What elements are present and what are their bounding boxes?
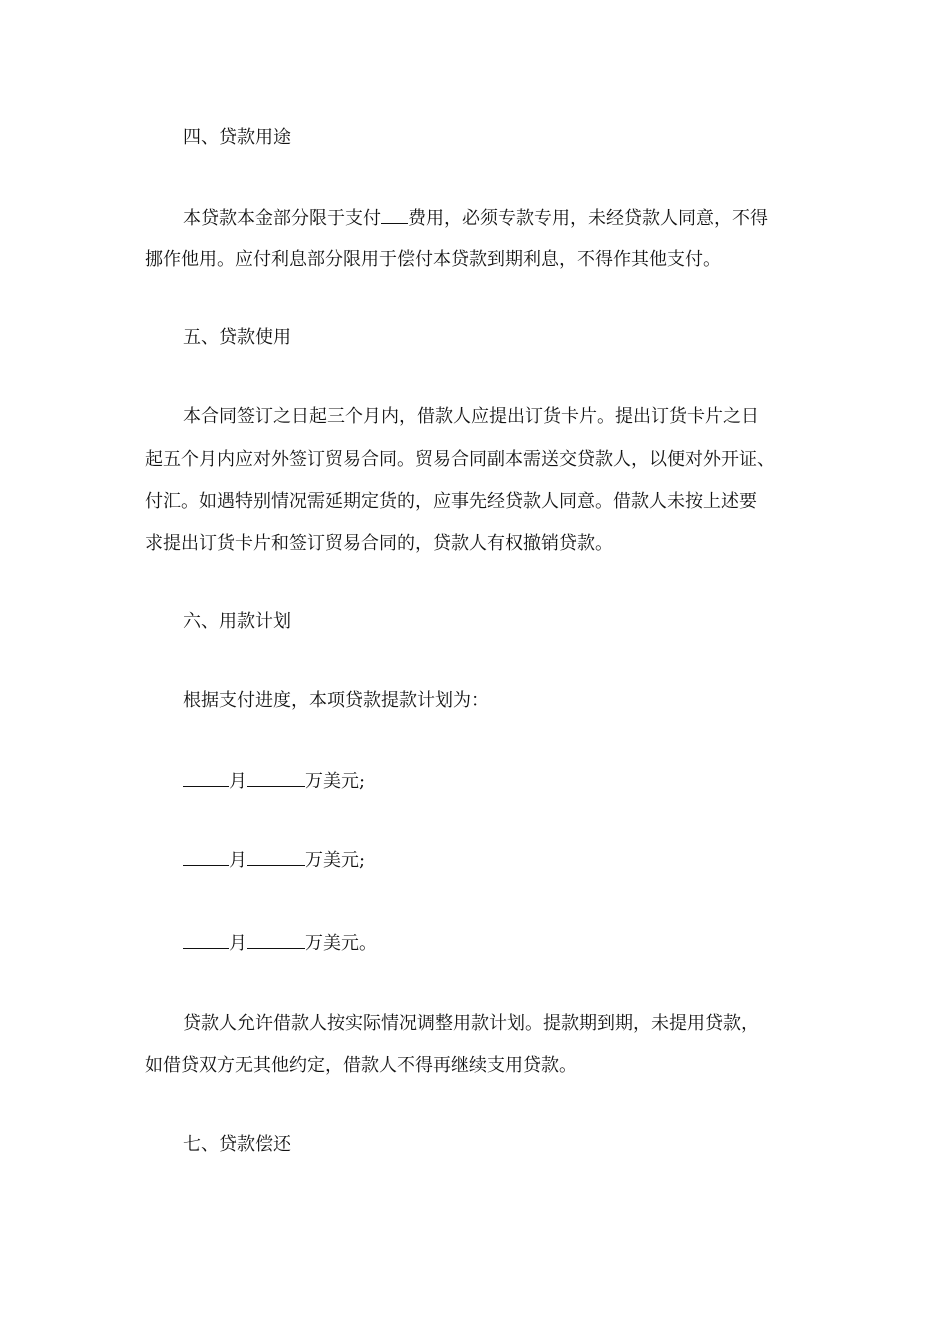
paragraph-line (0, 405, 950, 429)
paragraph-line (0, 689, 950, 713)
paragraph-line (0, 490, 950, 514)
plan-entry (0, 768, 950, 794)
paragraph-text: 费用，必须专款专用，未经贷款人同意，不得 (408, 208, 768, 229)
month-label: 月 (229, 850, 247, 871)
heading-text: 五、贷款使用 (183, 327, 291, 348)
heading-text: 四、贷款用途 (183, 127, 291, 148)
amount-blank[interactable] (247, 768, 305, 787)
section-heading-drawdown-plan (0, 610, 950, 634)
paragraph-line (0, 205, 950, 231)
month-blank[interactable] (183, 930, 229, 949)
section-heading-loan-purpose (0, 126, 950, 150)
paragraph-line (0, 1054, 950, 1078)
month-label: 月 (229, 933, 247, 954)
paragraph-line (0, 532, 950, 556)
paragraph-line (0, 448, 950, 472)
month-label: 月 (229, 771, 247, 792)
section-heading-loan-use (0, 326, 950, 350)
plan-entry (0, 847, 950, 873)
paragraph-text: 本合同签订之日起三个月内，借款人应提出订货卡片。提出订货卡片之日 (183, 406, 759, 427)
month-blank[interactable] (183, 768, 229, 787)
amount-label: 万美元。 (305, 933, 377, 954)
section-heading-loan-repayment (0, 1133, 950, 1157)
fill-in-blank[interactable] (381, 205, 408, 224)
amount-blank[interactable] (247, 847, 305, 866)
paragraph-line (0, 248, 950, 272)
paragraph-text: 付汇。如遇特别情况需延期定货的，应事先经贷款人同意。借款人未按上述要 (145, 491, 757, 512)
amount-label: 万美元; (305, 771, 366, 792)
paragraph-text: 如借贷双方无其他约定，借款人不得再继续支用贷款。 (145, 1055, 577, 1076)
month-blank[interactable] (183, 847, 229, 866)
paragraph-text: 挪作他用。应付利息部分限用于偿付本贷款到期利息，不得作其他支付。 (145, 249, 721, 270)
paragraph-text: 贷款人允许借款人按实际情况调整用款计划。提款期到期，未提用贷款， (183, 1013, 759, 1034)
paragraph-text: 本贷款本金部分限于支付 (183, 208, 381, 229)
paragraph-text: 求提出订货卡片和签订贸易合同的，贷款人有权撤销贷款。 (145, 533, 613, 554)
heading-text: 七、贷款偿还 (183, 1134, 291, 1155)
amount-label: 万美元; (305, 850, 366, 871)
amount-blank[interactable] (247, 930, 305, 949)
heading-text: 六、用款计划 (183, 611, 291, 632)
paragraph-text: 根据支付进度，本项贷款提款计划为： (183, 690, 489, 711)
plan-entry (0, 930, 950, 956)
paragraph-line (0, 1012, 950, 1036)
paragraph-text: 起五个月内应对外签订贸易合同。贸易合同副本需送交贷款人，以便对外开证、 (145, 449, 775, 470)
